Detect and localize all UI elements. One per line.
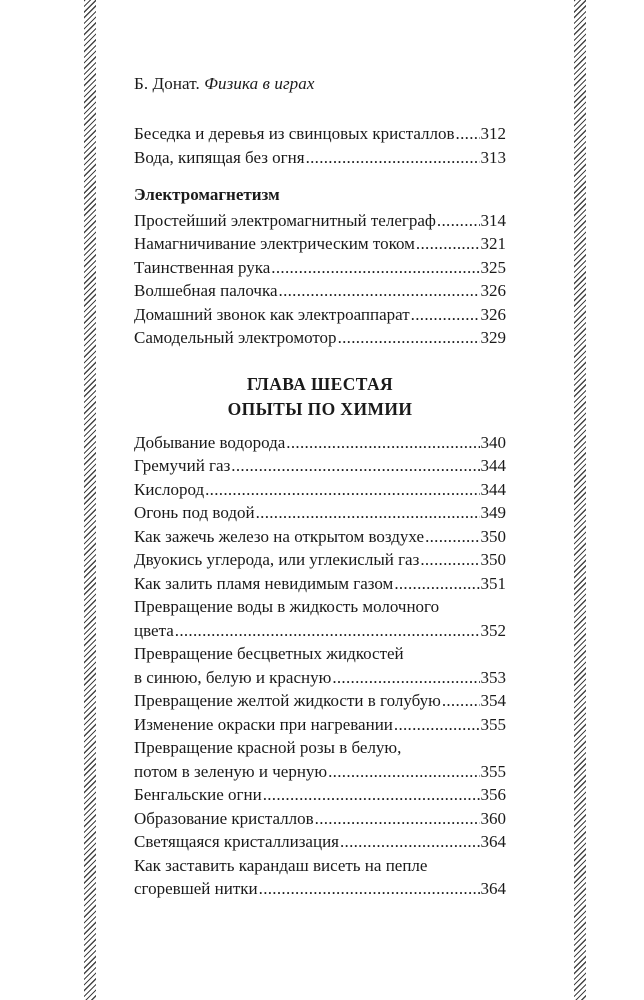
chemistry-entries [134, 431, 506, 901]
dot-leader [175, 619, 480, 643]
toc-entry [134, 256, 506, 280]
toc-entry-page: 344 [480, 479, 506, 499]
toc-entry-title: Волшебная палочка [134, 281, 278, 300]
toc-entry-title-first-line: Превращение бесцветных жидкостей [134, 644, 404, 663]
dot-leader [394, 572, 479, 596]
dot-leader [259, 877, 480, 901]
toc-entry-page: 325 [480, 257, 506, 277]
toc-entry-title-first-line: Как заставить карандаш висеть на пепле [134, 855, 428, 875]
toc-entry-title: сгоревшей нитки [134, 879, 258, 898]
dot-leader [394, 713, 480, 737]
toc-entry-page: 321 [480, 234, 506, 253]
toc-entry-page: 355 [480, 714, 506, 734]
toc-entry-page: 351 [480, 573, 506, 593]
toc-entry-page: 312 [480, 124, 506, 143]
top-entries [134, 122, 506, 169]
toc-entry [134, 572, 506, 596]
toc-entry-page: 329 [480, 328, 506, 347]
dot-leader [205, 478, 479, 502]
toc-entry-page: 326 [480, 281, 506, 300]
toc-entry-page: 360 [480, 808, 506, 828]
toc-entry [134, 807, 506, 831]
toc-entry-page: 356 [480, 785, 506, 804]
running-head [134, 74, 315, 94]
toc-entry-page: 353 [480, 667, 506, 687]
toc-entry-title: Простейший электромагнитный телеграф [134, 210, 436, 230]
toc-entry [134, 854, 506, 901]
dot-leader [306, 146, 480, 170]
toc-entry-title: Домашний звонок как электроаппарат [134, 304, 410, 324]
dot-leader [328, 760, 479, 784]
toc-entry-title: потом в зеленую и черную [134, 761, 328, 781]
toc-entry [134, 279, 506, 303]
toc-entry [134, 326, 506, 350]
toc-entry-page: 326 [480, 304, 506, 324]
toc-entry-line [134, 807, 506, 831]
toc-entry-title: Изменение окраски при нагревании [134, 714, 393, 734]
toc-entry-page: 355 [480, 761, 506, 781]
toc-entry-title-first-line: Превращение воды в жидкость молочного [134, 597, 440, 616]
toc-entry-page: 364 [480, 879, 506, 898]
toc-entry-line [134, 501, 506, 525]
dot-leader [420, 548, 479, 572]
dot-leader [411, 303, 480, 327]
toc-entry-page: 349 [480, 503, 506, 522]
toc-entry [134, 783, 506, 807]
running-head-book-title: Физика в играх [204, 74, 315, 93]
section-heading: Электромагнетизм [134, 185, 280, 204]
toc-entry [134, 303, 506, 327]
dot-leader [338, 326, 480, 350]
toc-entry-page: 340 [480, 432, 506, 452]
toc-entry-line [134, 454, 506, 478]
dot-leader [437, 209, 480, 233]
toc-entry-line [134, 666, 506, 690]
electromagnetism-entries [134, 209, 506, 350]
chapter-heading [134, 372, 506, 422]
dot-leader [315, 807, 480, 831]
toc-entry-title: цвета [134, 620, 174, 640]
toc-entry [134, 431, 506, 455]
toc-entry-title: Образование кристаллов [134, 808, 314, 828]
toc-entry-title: Бенгальские огни [134, 785, 262, 804]
toc-entry-line [134, 548, 506, 572]
toc-entry-line [134, 713, 506, 737]
toc-entry-line [134, 760, 506, 784]
toc-entry [134, 548, 506, 572]
toc-entry-title: Самодельный электромотор [134, 328, 337, 347]
toc-entry [134, 209, 506, 233]
toc-entry-title: Огонь под водой [134, 503, 255, 522]
toc-entry-title: Как зажечь железо на открытом воздухе [134, 526, 425, 546]
toc-entry-title: в синюю, белую и красную [134, 667, 332, 687]
toc-entry [134, 689, 506, 713]
toc-entry [134, 642, 506, 689]
toc-entry-page: 350 [480, 526, 506, 546]
toc-entry-title: Добывание водорода [134, 432, 286, 452]
toc-entry [134, 454, 506, 478]
toc-entry-line [134, 619, 506, 643]
toc-entry-title: Беседка и деревья из свинцовых кристаллов [134, 124, 455, 143]
chapter-title: ОПЫТЫ ПО ХИМИИ [227, 398, 413, 419]
dot-leader [425, 525, 479, 549]
toc-entry [134, 525, 506, 549]
toc-entry-line [134, 572, 506, 596]
dot-leader [456, 122, 480, 146]
dot-leader [231, 454, 479, 478]
toc-entry-page: 314 [480, 210, 506, 230]
toc-entry-title: Кислород [134, 479, 205, 499]
dot-leader [263, 783, 480, 807]
toc-entry [134, 501, 506, 525]
dot-leader [416, 232, 480, 256]
dot-leader [442, 689, 480, 713]
toc-entry-title: Намагничивание электрическим током [134, 234, 415, 253]
toc-entry-line [134, 877, 506, 901]
dot-leader [286, 431, 479, 455]
left-hatched-border [84, 0, 96, 1000]
toc-entry [134, 595, 506, 642]
dot-leader [279, 279, 480, 303]
dot-leader [340, 830, 480, 854]
toc-entry-page: 354 [480, 691, 506, 710]
dot-leader [256, 501, 480, 525]
chapter-number: ГЛАВА ШЕСТАЯ [246, 373, 394, 394]
toc-entry-title: Превращение желтой жидкости в голубую [134, 691, 441, 710]
toc-entry [134, 830, 506, 854]
toc-entry-line [134, 783, 506, 807]
toc-entry-title: Вода, кипящая без огня [134, 147, 305, 167]
toc-entry [134, 736, 506, 783]
toc-entry-line [134, 431, 506, 455]
dot-leader [332, 666, 479, 690]
toc-entry-line [134, 689, 506, 713]
toc-entry-title-first-line: Превращение красной розы в белую, [134, 738, 402, 757]
toc-entry [134, 232, 506, 256]
toc-entry-line [134, 830, 506, 854]
toc-entry [134, 713, 506, 737]
toc-entry-title: Таинственная рука [134, 257, 271, 277]
right-hatched-border [574, 0, 586, 1000]
toc-entry-page: 364 [480, 832, 506, 851]
toc-entry [134, 478, 506, 502]
toc-entry-page: 344 [480, 456, 506, 475]
toc-entry-title: Светящаяся кристаллизация [134, 832, 339, 851]
table-of-contents [134, 122, 506, 901]
running-head-author: Б. Донат. [134, 74, 200, 93]
toc-entry-title: Как залить пламя невидимым газом [134, 573, 394, 593]
toc-entry-title: Гремучий газ [134, 456, 231, 475]
toc-entry-title: Двуокись углерода, или углекислый газ [134, 550, 420, 569]
toc-entry [134, 146, 506, 170]
dot-leader [271, 256, 479, 280]
toc-entry-page: 313 [480, 147, 506, 167]
toc-entry-page: 352 [480, 620, 506, 640]
toc-entry-line [134, 525, 506, 549]
toc-entry-page: 350 [480, 550, 506, 569]
toc-entry [134, 122, 506, 146]
toc-entry-line [134, 478, 506, 502]
